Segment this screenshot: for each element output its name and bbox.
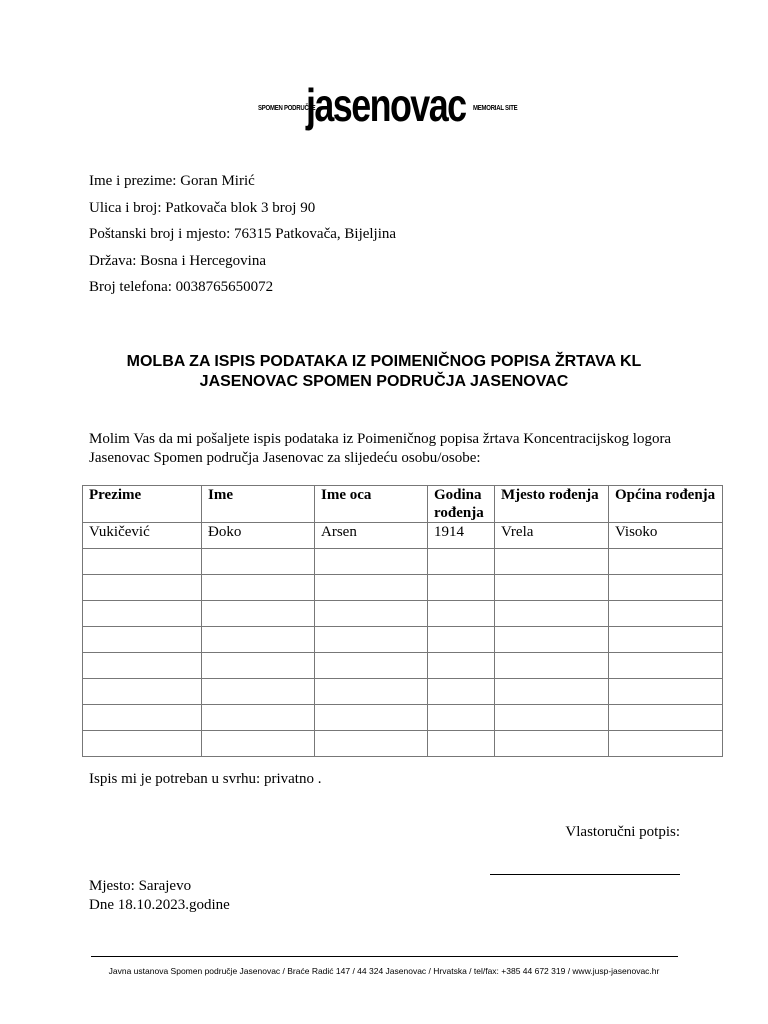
sender-block [89,168,396,301]
footer-text: Javna ustanova Spomen područje Jasenovac / Braće Radić 147 / 44 324 Jasenovac / Hrvatska / tel/fax: +385 44 672 319 / www.jusp-jasenovac.hr [108,966,660,976]
table-header-row [83,486,723,523]
title-line-1: MOLBA ZA ISPIS PODATAKA IZ POIMENIČNOG POPISA ŽRTAVA KL [126,353,642,370]
sender-country: Država: Bosna i Hercegovina [89,252,267,269]
cell-ime-oca: Arsen [315,523,428,549]
intro-paragraph [89,430,729,468]
jasenovac-logo [258,79,518,132]
table-row [83,523,723,549]
victims-table [82,485,723,757]
cell-prezime: Vukičević [83,523,202,549]
title-line-2: JASENOVAC SPOMEN PODRUČJA JASENOVAC [199,373,569,390]
header-mjesto-rodjenja: Mjesto rođenja [495,486,609,523]
header-ime: Ime [202,486,315,523]
footer-divider [91,956,678,957]
table-row-empty [83,679,723,705]
signature-label: Vlastoručni potpis: [565,824,680,840]
cell-mjesto: Vrela [495,523,609,549]
logo-right-text: MEMORIAL SITE [473,103,518,112]
table-row-empty [83,549,723,575]
table-row-empty [83,705,723,731]
intro-line-1: Molim Vas da mi pošaljete ispis podataka iz Poimeničnog popisa žrtava Koncentracijskog logora [89,431,672,447]
sender-postal: Poštanski broj i mjesto: 76315 Patkovača, Bijeljina [89,226,397,242]
cell-ime: Đoko [202,523,315,549]
header-godina-rodjenja: Godina rođenja [428,486,495,523]
cell-godina: 1914 [428,523,495,549]
place-date-block [89,877,230,915]
table-row-empty [83,575,723,601]
intro-line-2: Jasenovac Spomen područja Jasenovac za slijedeću osobu/osobe: [89,450,481,466]
place-line: Mjesto: Sarajevo [89,878,192,894]
purpose-line: Ispis mi je potreban u svrhu: privatno . [89,771,322,787]
cell-opcina: Visoko [609,523,723,549]
table-row-empty [83,627,723,653]
logo-main-text: jasenovac [306,79,466,131]
table-row-empty [83,653,723,679]
table-row-empty [83,601,723,627]
header-ime-oca: Ime oca [315,486,428,523]
document-title [84,352,684,392]
header-opcina-rodjenja: Općina rođenja [609,486,723,523]
header-prezime: Prezime [83,486,202,523]
signature-line [490,874,680,875]
table-row-empty [83,731,723,757]
logo-left-text: SPOMEN PODRUČJE [258,103,316,112]
sender-name: Ime i prezime: Goran Mirić [89,173,255,189]
date-line: Dne 18.10.2023.godine [89,897,230,913]
sender-phone: Broj telefona: 0038765650072 [89,279,274,295]
sender-street: Ulica i broj: Patkovača blok 3 broj 90 [89,199,316,216]
